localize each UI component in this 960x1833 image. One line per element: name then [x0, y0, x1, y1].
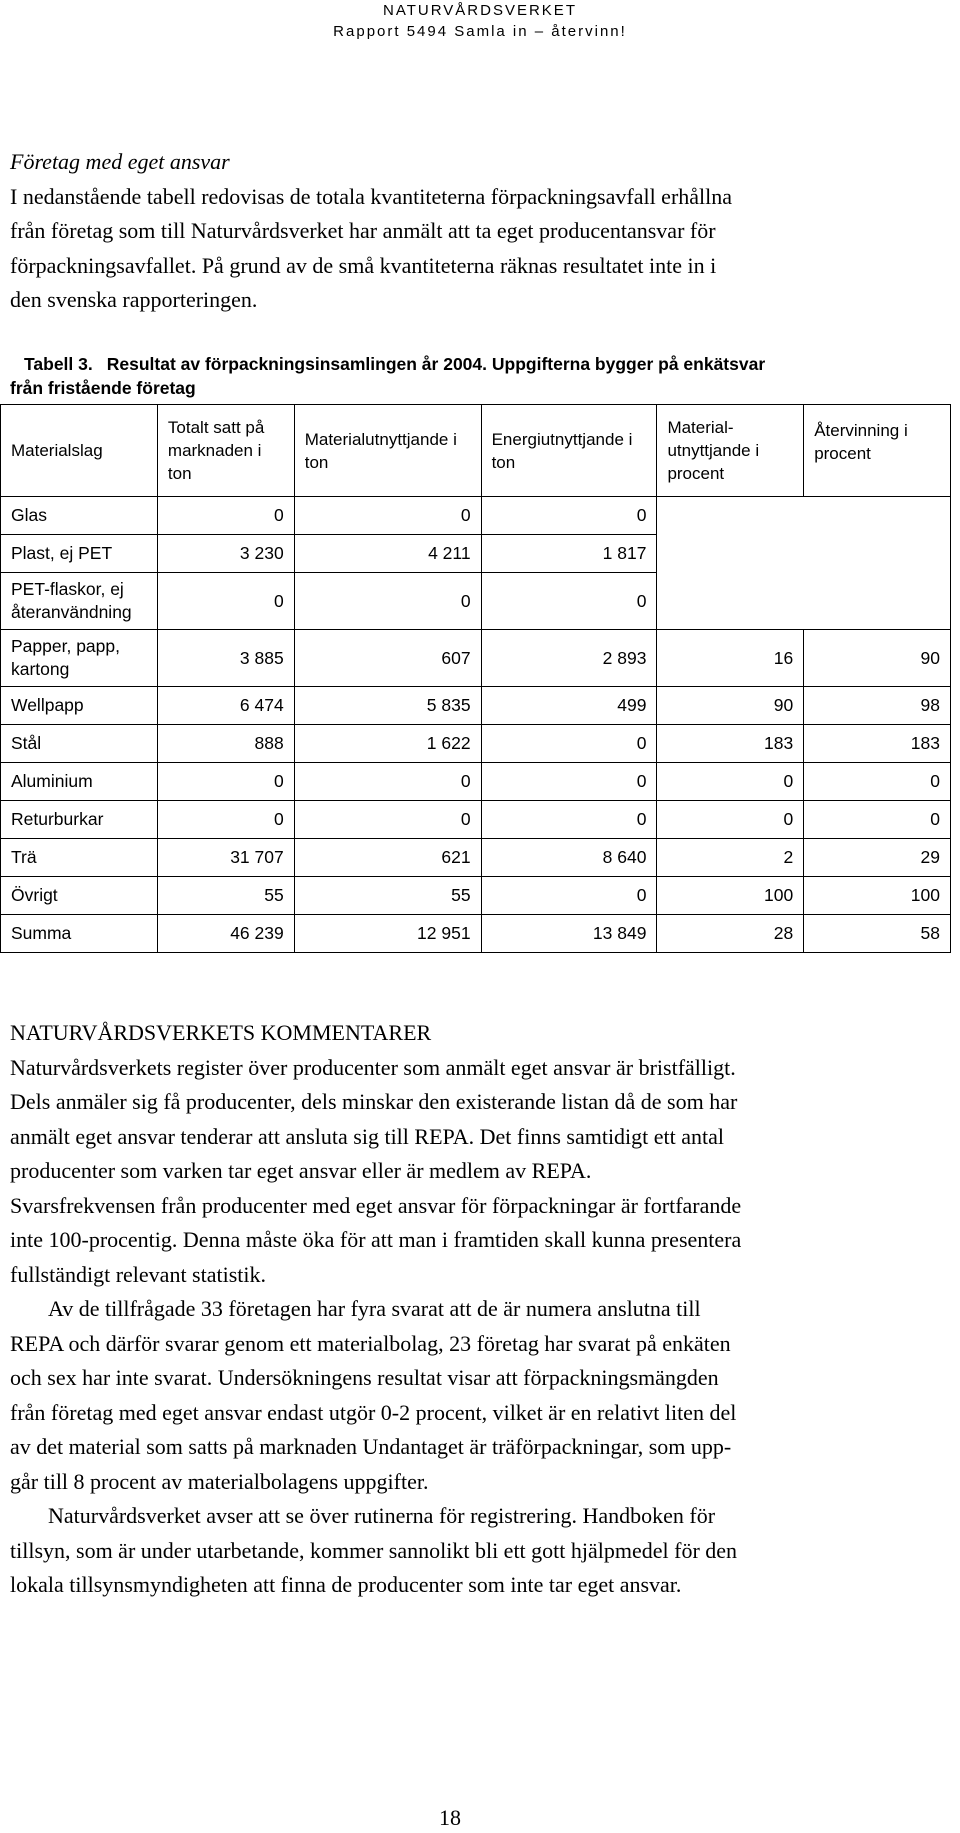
- table-row: [1, 725, 951, 763]
- value-cell: 90: [804, 630, 951, 687]
- results-table: [0, 404, 951, 953]
- value-cell: 0: [804, 763, 951, 801]
- row-label: Aluminium: [1, 763, 158, 801]
- caption-text: Resultat av förpackningsinsamlingen år 2004. Uppgifterna bygger på enkätsvar: [106, 354, 766, 374]
- comment-line: från företag med eget ansvar endast utgör 0-2 procent, vilket är en relativt liten del: [10, 1399, 737, 1425]
- table-row: [1, 877, 951, 915]
- value-cell: 0: [481, 573, 657, 630]
- intro-section: [10, 145, 910, 318]
- header-org: NATURVÅRDSVERKET: [383, 2, 577, 19]
- comment-line: REPA och därför svarar genom ett materialbolag, 23 företag har svarat på enkäten: [10, 1330, 731, 1356]
- header-report: Rapport 5494 Samla in – återvinn!: [333, 23, 627, 40]
- value-cell: 183: [804, 725, 951, 763]
- value-cell: 4 211: [294, 535, 481, 573]
- comment-line: och sex har inte svarat. Undersökningens resultat visar att förpackningsmängden: [10, 1365, 719, 1390]
- section-heading: NATURVÅRDSVERKETS KOMMENTARER: [10, 1020, 432, 1045]
- caption-label: Tabell 3.: [24, 354, 93, 374]
- value-cell: 499: [481, 687, 657, 725]
- comment-line: anmält eget ansvar tenderar att ansluta sig till REPA. Det finns samtidigt ett antal: [10, 1123, 725, 1149]
- comment-line: producenter som varken tar eget ansvar eller är medlem av REPA.: [10, 1158, 592, 1183]
- row-label: Summa: [1, 915, 158, 953]
- comment-line: Svarsfrekvensen från producenter med eget ansvar för förpackningar är fortfarande: [10, 1192, 742, 1218]
- table-header-row: [1, 405, 951, 497]
- value-cell: 0: [157, 763, 294, 801]
- value-cell: 55: [294, 877, 481, 915]
- comment-line: lokala tillsynsmyndigheten att finna de producenter som inte tar eget ansvar.: [10, 1572, 682, 1597]
- header-cell: Materialslag: [1, 405, 158, 497]
- value-cell: 0: [481, 801, 657, 839]
- value-cell: 0: [481, 763, 657, 801]
- caption-line-1: [10, 352, 950, 376]
- table-row-total: [1, 915, 951, 953]
- value-cell: 0: [294, 763, 481, 801]
- comment-line: Naturvårdsverkets register över producenter som anmält eget ansvar är bristfälligt.: [10, 1054, 736, 1080]
- comment-line: fullständigt relevant statistik.: [10, 1261, 267, 1287]
- value-cell: 0: [804, 801, 951, 839]
- value-cell: 0: [157, 573, 294, 630]
- header-cell: Material-utnyttjande i procent: [657, 405, 804, 497]
- value-cell: 0: [294, 497, 481, 535]
- table-row: [1, 763, 951, 801]
- row-label: Glas: [1, 497, 158, 535]
- row-label: Plast, ej PET: [1, 535, 158, 573]
- value-cell: 13 849: [481, 915, 657, 953]
- page-header: [0, 0, 960, 42]
- table-row: [1, 687, 951, 725]
- value-cell: 3 885: [157, 630, 294, 687]
- value-cell: 0: [294, 801, 481, 839]
- value-cell: 8 640: [481, 839, 657, 877]
- value-cell: 100: [657, 877, 804, 915]
- value-cell: 888: [157, 725, 294, 763]
- row-label: Övrigt: [1, 877, 158, 915]
- comment-line: inte 100-procentig. Denna måste öka för att man i framtiden skall kunna presentera: [10, 1227, 742, 1252]
- value-cell: 0: [481, 725, 657, 763]
- comment-line: Naturvårdsverket avser att se över rutinerna för registrering. Handboken för: [48, 1503, 716, 1528]
- value-cell: 46 239: [157, 915, 294, 953]
- comments-section: [10, 1016, 890, 1603]
- section-heading: Företag med eget ansvar: [10, 149, 230, 174]
- intro-line: I nedanstående tabell redovisas de totala kvantiteterna förpackningsavfall erhållna: [10, 183, 733, 209]
- header-cell: Materialutnyttjande i ton: [294, 405, 481, 497]
- value-cell: 90: [657, 687, 804, 725]
- value-cell: 0: [157, 497, 294, 535]
- comment-line: av det material som satts på marknaden Undantaget är träförpackningar, som upp-: [10, 1434, 732, 1459]
- comment-line: Av de tillfrågade 33 företagen har fyra svarat att de är numera anslutna till: [48, 1296, 701, 1321]
- value-cell: 0: [481, 497, 657, 535]
- comment-line: tillsyn, som är under utarbetande, kommer sannolikt bli ett gott hjälpmedel för den: [10, 1537, 738, 1563]
- value-cell: 29: [804, 839, 951, 877]
- table-row: [1, 497, 951, 535]
- value-cell: 2: [657, 839, 804, 877]
- intro-line: förpackningsavfallet. På grund av de små kvantiteterna räknas resultatet inte in i: [10, 252, 717, 278]
- value-cell: 2 893: [481, 630, 657, 687]
- table-row: [1, 839, 951, 877]
- row-label: Papper, papp, kartong: [1, 630, 158, 687]
- row-label: PET-flaskor, ej återanvändning: [1, 573, 158, 630]
- value-cell: 28: [657, 915, 804, 953]
- value-cell: 0: [481, 877, 657, 915]
- value-cell: 98: [804, 687, 951, 725]
- value-cell: 12 951: [294, 915, 481, 953]
- row-label: Wellpapp: [1, 687, 158, 725]
- comment-line: går till 8 procent av materialbolagens uppgifter.: [10, 1468, 429, 1494]
- value-cell: 0: [294, 573, 481, 630]
- value-cell: 16: [657, 630, 804, 687]
- value-cell: 621: [294, 839, 481, 877]
- intro-line: den svenska rapporteringen.: [10, 287, 258, 312]
- value-cell: 58: [804, 915, 951, 953]
- table-row: [1, 801, 951, 839]
- value-cell: 6 474: [157, 687, 294, 725]
- value-cell: 1 622: [294, 725, 481, 763]
- empty-cell: [657, 497, 951, 630]
- value-cell: 0: [657, 763, 804, 801]
- value-cell: 31 707: [157, 839, 294, 877]
- header-cell: Energiutnyttjande i ton: [481, 405, 657, 497]
- intro-line: från företag som till Naturvårdsverket har anmält att ta eget producentansvar för: [10, 218, 716, 243]
- value-cell: 1 817: [481, 535, 657, 573]
- value-cell: 183: [657, 725, 804, 763]
- value-cell: 100: [804, 877, 951, 915]
- row-label: Trä: [1, 839, 158, 877]
- header-cell: Återvinning i procent: [804, 405, 951, 497]
- value-cell: 55: [157, 877, 294, 915]
- value-cell: 3 230: [157, 535, 294, 573]
- value-cell: 0: [657, 801, 804, 839]
- row-label: Stål: [1, 725, 158, 763]
- value-cell: 5 835: [294, 687, 481, 725]
- comment-line: Dels anmäler sig få producenter, dels minskar den existerande listan då de som har: [10, 1089, 738, 1114]
- table-row: [1, 630, 951, 687]
- table-caption: [10, 352, 950, 400]
- header-cell: Totalt satt på marknaden i ton: [157, 405, 294, 497]
- row-label: Returburkar: [1, 801, 158, 839]
- page-number: 18: [439, 1805, 461, 1830]
- caption-line-2: från fristående företag: [10, 378, 196, 398]
- value-cell: 607: [294, 630, 481, 687]
- value-cell: 0: [157, 801, 294, 839]
